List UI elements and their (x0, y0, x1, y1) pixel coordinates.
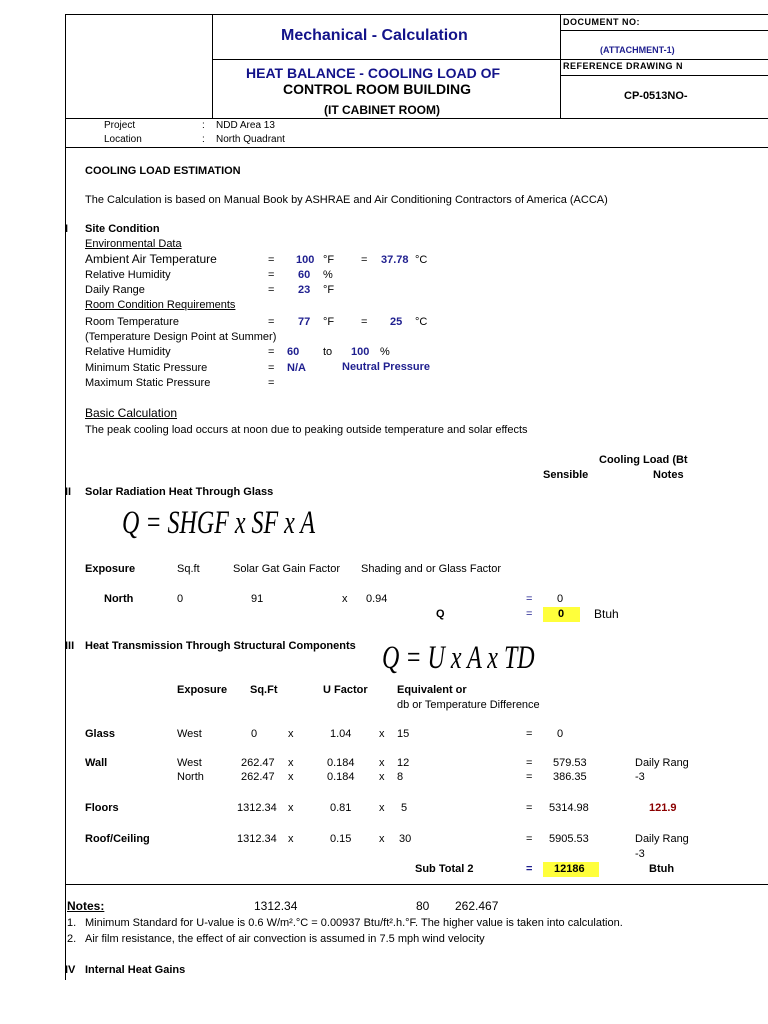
notes-value-2: 80 (416, 899, 430, 913)
header-top-border (65, 14, 768, 15)
project-label: Project (104, 120, 136, 131)
subtotal-unit: Btuh (649, 863, 675, 875)
room-rh-label: Relative Humidity (85, 346, 171, 358)
header-mid-border (212, 59, 768, 60)
floors-result: 5314.98 (549, 802, 589, 814)
roof-note-1: Daily Rang (635, 833, 689, 845)
site-condition-title: Site Condition (85, 223, 160, 235)
solar-formula: Q = SHGF x SF x A (122, 506, 316, 542)
trans-td-header: db or Temperature Difference (397, 699, 540, 711)
header-left-border (65, 14, 66, 118)
daily-range-eq: = (268, 284, 275, 296)
project-bottom-border (65, 147, 768, 148)
wall-u-1: 0.184 (327, 757, 355, 769)
trans-ufactor-header: U Factor (323, 684, 368, 696)
transmission-formula: Q = U x A x TD (382, 641, 535, 677)
ambient-eq2: = (361, 254, 368, 266)
solar-north-sqft: 0 (177, 593, 184, 605)
subtotal-label: Sub Total 2 (415, 863, 474, 875)
floors-note: 121.9 (649, 802, 677, 814)
rh-eq: = (268, 269, 275, 281)
attachment-label: (ATTACHMENT-1) (600, 45, 675, 55)
location-value: North Quadrant (216, 134, 285, 145)
solar-q-value: 0 (558, 608, 565, 620)
wall-x1-1: x (288, 757, 294, 769)
ambient-temp-label: Ambient Air Temperature (85, 252, 217, 266)
ambient-c-unit: °C (415, 254, 428, 266)
solar-q-label: Q (436, 608, 445, 620)
ambient-f-value: 100 (296, 254, 315, 266)
note-1-number: 1. (67, 917, 77, 929)
glass-x2: x (379, 728, 385, 740)
daily-range-value: 23 (298, 284, 311, 296)
note-2-number: 2. (67, 933, 77, 945)
trans-equivalent-header: Equivalent or (397, 684, 467, 696)
roof-note-2: -3 (635, 848, 645, 860)
location-label: Location (104, 134, 142, 145)
ambient-eq: = (268, 254, 275, 266)
wall-td-1: 12 (397, 757, 410, 769)
roof-x1: x (288, 833, 294, 845)
calculation-basis: The Calculation is based on Manual Book by ASHRAE and Air Conditioning Contractors of America (ACCA) (85, 194, 608, 206)
room-temp-c-value: 25 (390, 316, 403, 328)
roof-sqft: 1312.34 (237, 833, 277, 845)
daily-range-label: Daily Range (85, 284, 145, 296)
glass-u: 1.04 (330, 728, 352, 740)
floors-eq: = (526, 802, 533, 814)
solar-gain-factor-header: Solar Gat Gain Factor (233, 563, 340, 575)
notes-value-3: 262.467 (455, 899, 499, 913)
glass-sqft: 0 (251, 728, 258, 740)
ref-border (560, 75, 768, 76)
basic-calculation-title: Basic Calculation (85, 406, 178, 420)
wall-result-1: 579.53 (553, 757, 587, 769)
notes-value-1: 1312.34 (254, 899, 298, 913)
wall-result-2: 386.35 (553, 771, 587, 783)
reference-drawing-label: REFERENCE DRAWING N (563, 61, 684, 71)
design-point-label: (Temperature Design Point at Summer) (85, 331, 277, 343)
floors-label: Floors (85, 802, 119, 814)
reference-number: CP-0513NO- (624, 90, 688, 102)
max-static-pressure-eq: = (268, 377, 275, 389)
roof-result: 5905.53 (549, 833, 589, 845)
solar-north-label: North (104, 593, 134, 605)
rh-label: Relative Humidity (85, 269, 171, 281)
rh-value: 60 (298, 269, 311, 281)
project-value: NDD Area 13 (216, 120, 275, 131)
neutral-pressure-label: Neutral Pressure (342, 361, 431, 373)
room-rh-unit: % (380, 346, 390, 358)
notes-title: Notes: (67, 899, 105, 913)
trans-exposure-header: Exposure (177, 684, 228, 696)
internal-heat-gains-title: Internal Heat Gains (85, 964, 186, 976)
floors-x2: x (379, 802, 385, 814)
room-rh-eq: = (268, 346, 275, 358)
solar-sqft-header: Sq.ft (177, 563, 200, 575)
notes-top-border (65, 884, 768, 885)
notes-column-header: Notes (653, 469, 684, 481)
section-iv-number: IV (65, 964, 76, 976)
solar-north-x: x (342, 593, 348, 605)
document-title: Mechanical - Calculation (281, 27, 468, 44)
header-bottom-border (65, 118, 768, 119)
wall-x2-1: x (379, 757, 385, 769)
solar-north-result: 0 (557, 593, 564, 605)
floors-td: 5 (401, 802, 408, 814)
doc-no-label: DOCUMENT NO: (563, 17, 640, 27)
wall-eq-1: = (526, 757, 533, 769)
min-static-pressure-label: Minimum Static Pressure (85, 362, 208, 374)
room-temp-eq: = (268, 316, 275, 328)
sensible-column-header: Sensible (543, 469, 589, 481)
solar-north-gain: 91 (251, 593, 264, 605)
header-divider-1 (212, 14, 213, 118)
trans-sqft-header: Sq.Ft (250, 684, 278, 696)
note-1-text: Minimum Standard for U-value is 0.6 W/m².°C = 0.00937 Btu/ft².h.°F. The higher value is taken into calculation. (85, 917, 623, 929)
project-colon: : (202, 120, 205, 131)
solar-north-shade: 0.94 (366, 593, 388, 605)
room-temp-label: Room Temperature (85, 316, 179, 328)
max-static-pressure-label: Maximum Static Pressure (85, 377, 211, 389)
floors-u: 0.81 (330, 802, 352, 814)
section-ii-number: II (65, 486, 72, 498)
wall-td-2: 8 (397, 771, 404, 783)
wall-note-2: -3 (635, 771, 645, 783)
roof-u: 0.15 (330, 833, 352, 845)
heat-balance-title: HEAT BALANCE - COOLING LOAD OF (246, 65, 501, 81)
glass-eq: = (526, 728, 533, 740)
room-temp-f-unit: °F (323, 316, 335, 328)
roof-td: 30 (399, 833, 412, 845)
wall-x2-2: x (379, 771, 385, 783)
wall-sqft-2: 262.47 (241, 771, 275, 783)
room-rh-from: 60 (287, 346, 300, 358)
wall-x1-2: x (288, 771, 294, 783)
solar-q-eq: = (526, 608, 533, 620)
daily-range-unit: °F (323, 284, 335, 296)
roof-label: Roof/Ceiling (85, 833, 150, 845)
room-title: (IT CABINET ROOM) (324, 103, 440, 117)
room-temp-f-value: 77 (298, 316, 311, 328)
wall-exposure-2: North (177, 771, 204, 783)
room-temp-c-unit: °C (415, 316, 428, 328)
roof-x2: x (379, 833, 385, 845)
wall-u-2: 0.184 (327, 771, 355, 783)
solar-north-eq: = (526, 593, 533, 605)
note-2-text: Air film resistance, the effect of air convection is assumed in 7.5 mph wind velocity (85, 933, 485, 945)
heat-transmission-title: Heat Transmission Through Structural Components (85, 640, 356, 652)
ambient-c-value: 37.78 (381, 254, 409, 266)
subtotal-eq: = (526, 863, 533, 875)
wall-eq-2: = (526, 771, 533, 783)
doc-no-border (560, 30, 768, 31)
environmental-data-label: Environmental Data (85, 238, 182, 250)
wall-label: Wall (85, 757, 108, 769)
floors-sqft: 1312.34 (237, 802, 277, 814)
basic-calculation-text: The peak cooling load occurs at noon due to peaking outside temperature and solar effects (85, 424, 528, 436)
room-temp-eq2: = (361, 316, 368, 328)
solar-q-unit: Btuh (594, 607, 619, 621)
solar-exposure-header: Exposure (85, 563, 136, 575)
ambient-f-unit: °F (323, 254, 335, 266)
wall-exposure-1: West (177, 757, 202, 769)
building-title: CONTROL ROOM BUILDING (283, 81, 471, 97)
solar-radiation-title: Solar Radiation Heat Through Glass (85, 486, 274, 498)
min-static-pressure-value: N/A (287, 362, 306, 374)
glass-result: 0 (557, 728, 564, 740)
section-iii-number: III (65, 640, 75, 652)
floors-x1: x (288, 802, 294, 814)
glass-x1: x (288, 728, 294, 740)
glass-td: 15 (397, 728, 410, 740)
room-rh-to: 100 (351, 346, 370, 358)
glass-exposure: West (177, 728, 202, 740)
cooling-load-column-header: Cooling Load (Bt (599, 454, 688, 466)
glass-label: Glass (85, 728, 115, 740)
room-rh-to-word: to (323, 346, 333, 358)
cooling-load-heading: COOLING LOAD ESTIMATION (85, 165, 241, 177)
roof-eq: = (526, 833, 533, 845)
location-colon: : (202, 134, 205, 145)
room-condition-label: Room Condition Requirements (85, 299, 236, 311)
section-i-number: I (65, 223, 69, 235)
rh-unit: % (323, 269, 333, 281)
min-static-pressure-eq: = (268, 362, 275, 374)
solar-shading-header: Shading and or Glass Factor (361, 563, 502, 575)
subtotal-value: 12186 (554, 863, 585, 875)
wall-sqft-1: 262.47 (241, 757, 275, 769)
wall-note-1: Daily Rang (635, 757, 689, 769)
